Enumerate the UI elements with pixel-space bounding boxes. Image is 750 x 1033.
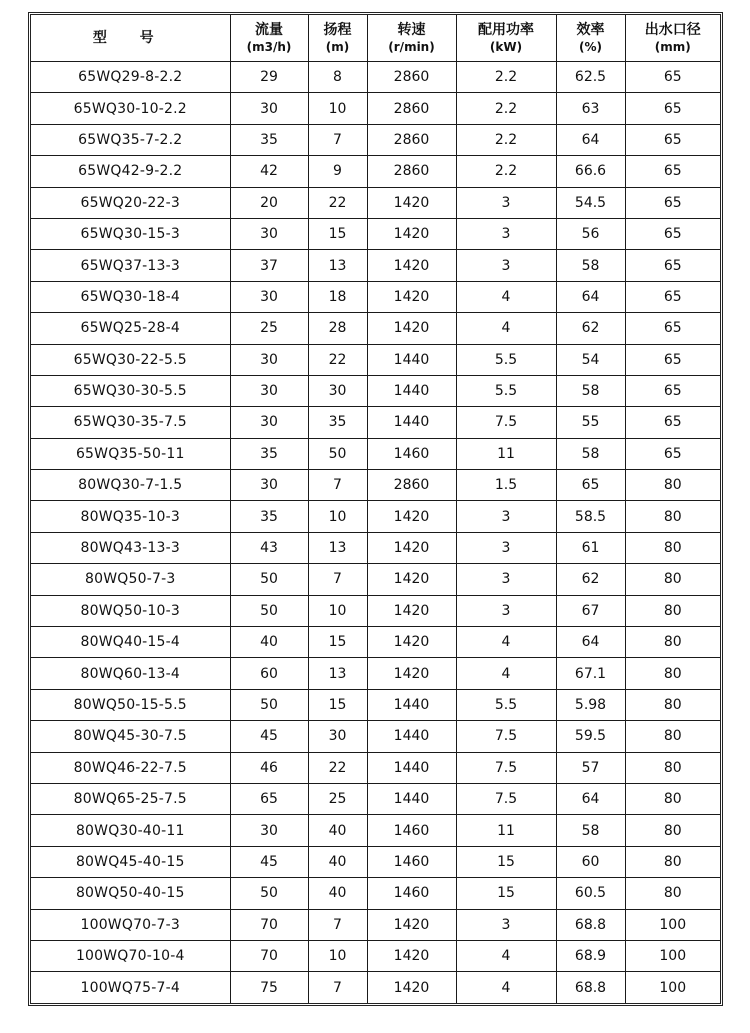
cell-model: 80WQ60-13-4 — [31, 658, 230, 689]
table-row — [31, 783, 720, 814]
cell-outlet: 65 — [625, 62, 720, 93]
header-power — [456, 15, 556, 62]
cell-flow: 40 — [230, 627, 308, 658]
table-row — [31, 218, 720, 249]
table-row — [31, 438, 720, 469]
table-row — [31, 501, 720, 532]
cell-outlet: 80 — [625, 658, 720, 689]
cell-power: 7.5 — [456, 407, 556, 438]
cell-flow: 30 — [230, 344, 308, 375]
cell-outlet: 65 — [625, 250, 720, 281]
cell-efficiency: 57 — [556, 752, 625, 783]
cell-speed: 1420 — [367, 532, 456, 563]
table-row — [31, 564, 720, 595]
cell-head: 28 — [308, 313, 367, 344]
table-row — [31, 187, 720, 218]
cell-head: 40 — [308, 815, 367, 846]
cell-flow: 30 — [230, 218, 308, 249]
cell-flow: 35 — [230, 501, 308, 532]
cell-flow: 65 — [230, 783, 308, 814]
cell-model: 65WQ30-35-7.5 — [31, 407, 230, 438]
cell-outlet: 65 — [625, 124, 720, 155]
cell-flow: 29 — [230, 62, 308, 93]
cell-speed: 1460 — [367, 846, 456, 877]
cell-power: 15 — [456, 878, 556, 909]
cell-head: 30 — [308, 375, 367, 406]
cell-speed: 1420 — [367, 187, 456, 218]
cell-flow: 75 — [230, 972, 308, 1003]
table-row — [31, 470, 720, 501]
cell-head: 40 — [308, 878, 367, 909]
table-row — [31, 689, 720, 720]
cell-model: 80WQ45-40-15 — [31, 846, 230, 877]
cell-head: 50 — [308, 438, 367, 469]
cell-power: 2.2 — [456, 124, 556, 155]
cell-power: 3 — [456, 501, 556, 532]
cell-power: 3 — [456, 564, 556, 595]
cell-outlet: 80 — [625, 595, 720, 626]
table-row — [31, 62, 720, 93]
cell-efficiency: 64 — [556, 783, 625, 814]
cell-power: 5.5 — [456, 375, 556, 406]
cell-model: 65WQ25-28-4 — [31, 313, 230, 344]
cell-flow: 35 — [230, 438, 308, 469]
table-row — [31, 532, 720, 563]
cell-outlet: 80 — [625, 689, 720, 720]
cell-model: 80WQ35-10-3 — [31, 501, 230, 532]
cell-efficiency: 59.5 — [556, 721, 625, 752]
cell-outlet: 80 — [625, 783, 720, 814]
cell-outlet: 80 — [625, 470, 720, 501]
table-row — [31, 595, 720, 626]
header-flow-label: 流量 — [255, 21, 283, 38]
cell-flow: 25 — [230, 313, 308, 344]
cell-speed: 1420 — [367, 564, 456, 595]
cell-head: 10 — [308, 940, 367, 971]
cell-efficiency: 63 — [556, 93, 625, 124]
cell-flow: 30 — [230, 815, 308, 846]
cell-efficiency: 60.5 — [556, 878, 625, 909]
cell-model: 80WQ40-15-4 — [31, 627, 230, 658]
cell-model: 65WQ35-7-2.2 — [31, 124, 230, 155]
cell-head: 30 — [308, 721, 367, 752]
cell-power: 2.2 — [456, 156, 556, 187]
header-power-unit: (kW) — [489, 39, 523, 54]
header-head-unit: (m) — [325, 39, 350, 54]
cell-speed: 1440 — [367, 689, 456, 720]
cell-model: 65WQ30-22-5.5 — [31, 344, 230, 375]
cell-outlet: 65 — [625, 156, 720, 187]
cell-speed: 1440 — [367, 407, 456, 438]
cell-efficiency: 68.8 — [556, 972, 625, 1003]
cell-flow: 20 — [230, 187, 308, 218]
cell-outlet: 80 — [625, 564, 720, 595]
cell-efficiency: 58 — [556, 438, 625, 469]
cell-outlet: 100 — [625, 909, 720, 940]
header-efficiency-unit: (%) — [579, 39, 602, 54]
table-row — [31, 815, 720, 846]
table-row — [31, 250, 720, 281]
cell-flow: 70 — [230, 909, 308, 940]
cell-head: 15 — [308, 689, 367, 720]
cell-speed: 1420 — [367, 940, 456, 971]
cell-model: 65WQ35-50-11 — [31, 438, 230, 469]
cell-head: 22 — [308, 187, 367, 218]
cell-head: 13 — [308, 658, 367, 689]
cell-head: 7 — [308, 470, 367, 501]
header-speed — [367, 15, 456, 62]
cell-flow: 30 — [230, 281, 308, 312]
cell-speed: 1440 — [367, 375, 456, 406]
cell-outlet: 65 — [625, 313, 720, 344]
cell-speed: 1440 — [367, 344, 456, 375]
cell-head: 7 — [308, 124, 367, 155]
cell-power: 3 — [456, 250, 556, 281]
cell-efficiency: 58 — [556, 815, 625, 846]
cell-flow: 30 — [230, 93, 308, 124]
cell-head: 18 — [308, 281, 367, 312]
cell-power: 3 — [456, 909, 556, 940]
cell-speed: 2860 — [367, 124, 456, 155]
cell-efficiency: 62 — [556, 564, 625, 595]
cell-speed: 2860 — [367, 93, 456, 124]
cell-power: 15 — [456, 846, 556, 877]
cell-power: 3 — [456, 595, 556, 626]
cell-efficiency: 54.5 — [556, 187, 625, 218]
cell-efficiency: 56 — [556, 218, 625, 249]
cell-model: 80WQ50-7-3 — [31, 564, 230, 595]
cell-outlet: 80 — [625, 752, 720, 783]
cell-power: 11 — [456, 438, 556, 469]
cell-power: 1.5 — [456, 470, 556, 501]
cell-power: 4 — [456, 940, 556, 971]
table-row — [31, 407, 720, 438]
cell-power: 2.2 — [456, 62, 556, 93]
cell-speed: 1420 — [367, 909, 456, 940]
cell-speed: 1420 — [367, 658, 456, 689]
cell-head: 35 — [308, 407, 367, 438]
cell-head: 25 — [308, 783, 367, 814]
cell-model: 65WQ30-18-4 — [31, 281, 230, 312]
cell-flow: 46 — [230, 752, 308, 783]
cell-speed: 1420 — [367, 595, 456, 626]
header-model-label: 型 号 — [92, 29, 168, 46]
cell-model: 80WQ46-22-7.5 — [31, 752, 230, 783]
cell-model: 80WQ30-7-1.5 — [31, 470, 230, 501]
cell-model: 80WQ65-25-7.5 — [31, 783, 230, 814]
cell-speed: 1460 — [367, 815, 456, 846]
cell-flow: 42 — [230, 156, 308, 187]
cell-model: 100WQ70-7-3 — [31, 909, 230, 940]
cell-efficiency: 67 — [556, 595, 625, 626]
table-row — [31, 93, 720, 124]
cell-speed: 1420 — [367, 281, 456, 312]
cell-outlet: 65 — [625, 407, 720, 438]
cell-power: 4 — [456, 627, 556, 658]
cell-outlet: 80 — [625, 627, 720, 658]
cell-power: 4 — [456, 313, 556, 344]
cell-efficiency: 67.1 — [556, 658, 625, 689]
cell-speed: 1420 — [367, 313, 456, 344]
cell-outlet: 65 — [625, 93, 720, 124]
table-row — [31, 627, 720, 658]
cell-speed: 1460 — [367, 438, 456, 469]
cell-head: 15 — [308, 218, 367, 249]
header-head — [308, 15, 367, 62]
cell-head: 22 — [308, 344, 367, 375]
cell-speed: 1440 — [367, 783, 456, 814]
cell-flow: 50 — [230, 689, 308, 720]
cell-head: 8 — [308, 62, 367, 93]
header-outlet — [625, 15, 720, 62]
cell-head: 10 — [308, 595, 367, 626]
table-row — [31, 344, 720, 375]
cell-speed: 1440 — [367, 752, 456, 783]
pump-spec-table — [31, 15, 720, 1003]
table-row — [31, 972, 720, 1003]
table-row — [31, 281, 720, 312]
cell-head: 10 — [308, 93, 367, 124]
cell-efficiency: 55 — [556, 407, 625, 438]
cell-flow: 43 — [230, 532, 308, 563]
cell-head: 15 — [308, 627, 367, 658]
cell-power: 5.5 — [456, 344, 556, 375]
header-outlet-label: 出水口径 — [644, 21, 701, 38]
cell-speed: 1420 — [367, 972, 456, 1003]
cell-power: 7.5 — [456, 783, 556, 814]
header-flow-unit: (m3/h) — [246, 39, 292, 54]
cell-efficiency: 58 — [556, 250, 625, 281]
cell-flow: 50 — [230, 878, 308, 909]
cell-model: 100WQ70-10-4 — [31, 940, 230, 971]
cell-head: 9 — [308, 156, 367, 187]
cell-power: 7.5 — [456, 752, 556, 783]
cell-speed: 1420 — [367, 627, 456, 658]
cell-model: 80WQ50-40-15 — [31, 878, 230, 909]
cell-outlet: 80 — [625, 815, 720, 846]
cell-efficiency: 66.6 — [556, 156, 625, 187]
table-row — [31, 846, 720, 877]
cell-speed: 1440 — [367, 721, 456, 752]
cell-power: 3 — [456, 187, 556, 218]
cell-outlet: 80 — [625, 501, 720, 532]
cell-flow: 50 — [230, 564, 308, 595]
cell-model: 80WQ45-30-7.5 — [31, 721, 230, 752]
cell-speed: 1460 — [367, 878, 456, 909]
cell-head: 22 — [308, 752, 367, 783]
cell-power: 4 — [456, 658, 556, 689]
table-body — [31, 62, 720, 1003]
cell-flow: 60 — [230, 658, 308, 689]
table-row — [31, 124, 720, 155]
cell-power: 3 — [456, 218, 556, 249]
cell-head: 10 — [308, 501, 367, 532]
header-speed-label: 转速 — [397, 21, 426, 38]
header-power-label: 配用功率 — [478, 21, 534, 38]
table-row — [31, 878, 720, 909]
table-row — [31, 156, 720, 187]
cell-outlet: 80 — [625, 532, 720, 563]
cell-efficiency: 64 — [556, 281, 625, 312]
cell-power: 11 — [456, 815, 556, 846]
cell-efficiency: 54 — [556, 344, 625, 375]
cell-speed: 2860 — [367, 62, 456, 93]
cell-efficiency: 64 — [556, 124, 625, 155]
cell-flow: 37 — [230, 250, 308, 281]
cell-efficiency: 68.9 — [556, 940, 625, 971]
header-head-label: 扬程 — [323, 21, 352, 38]
cell-efficiency: 58.5 — [556, 501, 625, 532]
cell-outlet: 65 — [625, 375, 720, 406]
cell-outlet: 65 — [625, 218, 720, 249]
cell-model: 65WQ29-8-2.2 — [31, 62, 230, 93]
header-speed-unit: (r/min) — [388, 39, 435, 54]
cell-efficiency: 60 — [556, 846, 625, 877]
table-row — [31, 375, 720, 406]
cell-outlet: 65 — [625, 187, 720, 218]
cell-model: 80WQ50-15-5.5 — [31, 689, 230, 720]
cell-model: 65WQ42-9-2.2 — [31, 156, 230, 187]
table-row — [31, 721, 720, 752]
cell-efficiency: 62.5 — [556, 62, 625, 93]
cell-flow: 30 — [230, 407, 308, 438]
table-row — [31, 940, 720, 971]
cell-model: 65WQ20-22-3 — [31, 187, 230, 218]
cell-outlet: 65 — [625, 438, 720, 469]
cell-flow: 50 — [230, 595, 308, 626]
cell-efficiency: 65 — [556, 470, 625, 501]
cell-model: 65WQ37-13-3 — [31, 250, 230, 281]
cell-efficiency: 58 — [556, 375, 625, 406]
cell-flow: 30 — [230, 470, 308, 501]
cell-outlet: 80 — [625, 721, 720, 752]
cell-head: 7 — [308, 909, 367, 940]
header-efficiency — [556, 15, 625, 62]
cell-flow: 35 — [230, 124, 308, 155]
cell-head: 40 — [308, 846, 367, 877]
cell-efficiency: 62 — [556, 313, 625, 344]
table-row — [31, 909, 720, 940]
cell-flow: 45 — [230, 721, 308, 752]
cell-efficiency: 5.98 — [556, 689, 625, 720]
cell-model: 80WQ43-13-3 — [31, 532, 230, 563]
header-row — [31, 15, 720, 62]
cell-outlet: 80 — [625, 846, 720, 877]
header-flow — [230, 15, 308, 62]
cell-model: 65WQ30-10-2.2 — [31, 93, 230, 124]
cell-power: 7.5 — [456, 721, 556, 752]
cell-flow: 70 — [230, 940, 308, 971]
cell-head: 7 — [308, 564, 367, 595]
cell-speed: 2860 — [367, 156, 456, 187]
cell-head: 13 — [308, 532, 367, 563]
cell-outlet: 65 — [625, 344, 720, 375]
header-outlet-unit: (mm) — [654, 39, 691, 54]
cell-power: 4 — [456, 281, 556, 312]
header-model — [31, 15, 230, 62]
cell-outlet: 65 — [625, 281, 720, 312]
cell-efficiency: 64 — [556, 627, 625, 658]
table-row — [31, 313, 720, 344]
cell-power: 3 — [456, 532, 556, 563]
cell-efficiency: 68.8 — [556, 909, 625, 940]
cell-speed: 1420 — [367, 501, 456, 532]
cell-model: 65WQ30-15-3 — [31, 218, 230, 249]
header-efficiency-label: 效率 — [576, 21, 605, 38]
cell-power: 4 — [456, 972, 556, 1003]
cell-model: 65WQ30-30-5.5 — [31, 375, 230, 406]
cell-outlet: 100 — [625, 940, 720, 971]
cell-efficiency: 61 — [556, 532, 625, 563]
cell-outlet: 80 — [625, 878, 720, 909]
cell-head: 13 — [308, 250, 367, 281]
cell-speed: 1420 — [367, 218, 456, 249]
cell-model: 80WQ50-10-3 — [31, 595, 230, 626]
cell-flow: 30 — [230, 375, 308, 406]
table-row — [31, 658, 720, 689]
cell-power: 2.2 — [456, 93, 556, 124]
cell-speed: 2860 — [367, 470, 456, 501]
cell-flow: 45 — [230, 846, 308, 877]
cell-head: 7 — [308, 972, 367, 1003]
cell-model: 100WQ75-7-4 — [31, 972, 230, 1003]
cell-speed: 1420 — [367, 250, 456, 281]
cell-power: 5.5 — [456, 689, 556, 720]
cell-model: 80WQ30-40-11 — [31, 815, 230, 846]
spec-table-frame — [28, 12, 723, 1006]
cell-outlet: 100 — [625, 972, 720, 1003]
table-row — [31, 752, 720, 783]
